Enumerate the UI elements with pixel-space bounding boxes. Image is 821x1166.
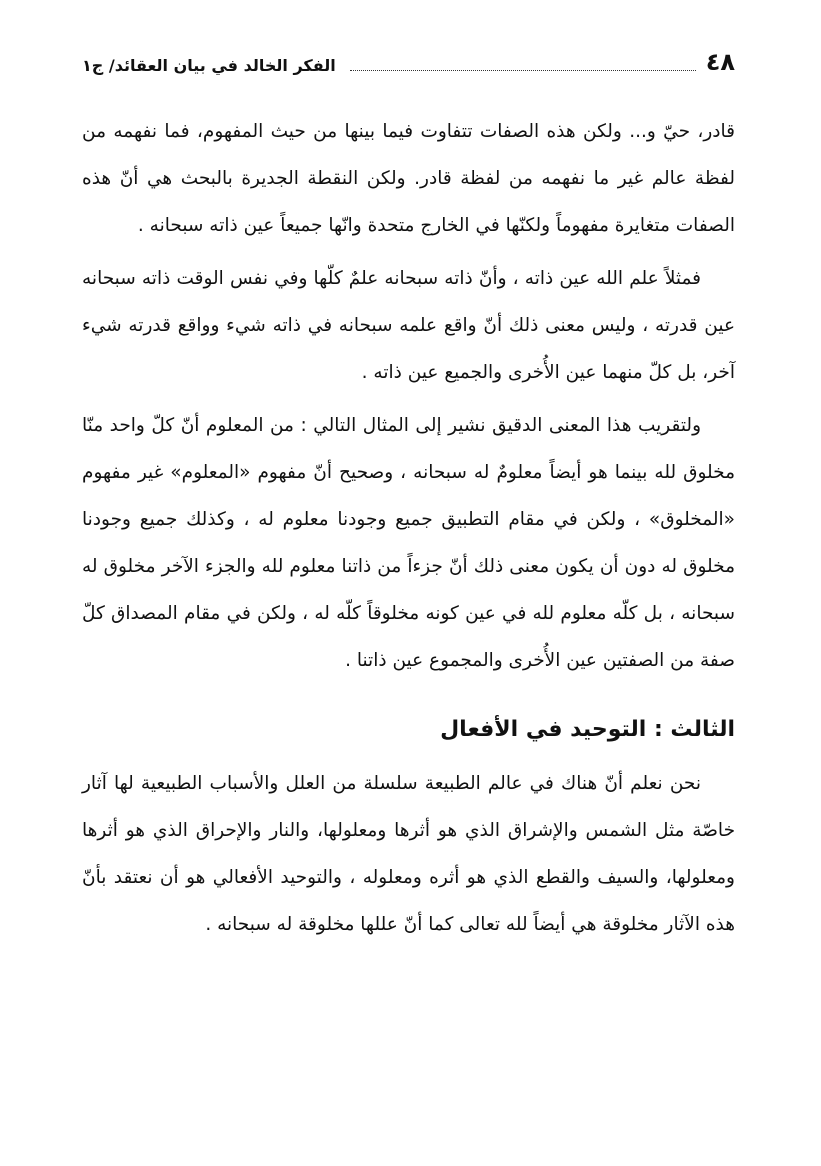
paragraph-3: ولتقريب هذا المعنى الدقيق نشير إلى المثال التالي : من المعلوم أنّ كلّ واحد منّا مخلوق لله بينما هو أيضاً معلومٌ له سبحانه ، وصحيح أنّ مفهوم «المعلوم» غير مفهوم «المخلوق» ، ولكن في مقام التطبيق جميع وجودنا معلوم له ، وكذلك جميع وجودنا مخلوق له دون أن يكون معنى ذلك أنّ جزءاً من ذاتنا معلوم لله والجزء الآخر مخلوق له سبحانه ، بل كلّه معلوم لله في عين كونه مخلوقاً كلّه له ، ولكن في مقام المصداق كلّ صفة من الصفتين عين الأُخرى والمجموع عين ذاتنا . bbox=[82, 415, 735, 671]
section-paragraph: نحن نعلم أنّ هناك في عالم الطبيعة سلسلة من العلل والأسباب الطبيعية لها آثار خاصّة مثل الشمس والإشراق الذي هو أثرها ومعلولها، والنار والإحراق الذي هو أثرها ومعلولها، والسيف والقطع الذي هو أثره ومعلوله ، والتوحيد الأفعالي هو أن نعتقد بأنّ هذه الآثار مخلوقة هي أيضاً لله تعالى كما أنّ عللها مخلوقة له سبحانه . bbox=[82, 773, 735, 935]
book-title: الفكر الخالد في بيان العقائد/ ج١ bbox=[82, 56, 336, 75]
running-header bbox=[82, 44, 735, 74]
header-dotted-rule bbox=[350, 69, 696, 71]
paragraph-2: فمثلاً علم الله عين ذاته ، وأنّ ذاته سبحانه علمٌ كلّها وفي نفس الوقت ذاته سبحانه عين قدرته ، وليس معنى ذلك أنّ واقع علمه سبحانه في ذاته شيء وواقع قدرته شيء آخر، بل كلّ منهما عين الأُخرى والجميع عين ذاته . bbox=[82, 268, 735, 383]
page-body bbox=[82, 108, 735, 948]
section-heading: الثالث : التوحيد في الأفعال bbox=[440, 717, 735, 742]
page-number: ٤٨ bbox=[705, 48, 735, 76]
paragraph-1: قادر، حيّ و... ولكن هذه الصفات تتفاوت فيما بينها من حيث المفهوم، فما نفهمه من لفظة عالم غير ما نفهمه من لفظة قادر. ولكن النقطة الجديرة بالبحث هي أنّ هذه الصفات متغايرة مفهوماً ولكنّها في الخارج متحدة وانّها جميعاً عين ذاته سبحانه . bbox=[82, 121, 735, 236]
